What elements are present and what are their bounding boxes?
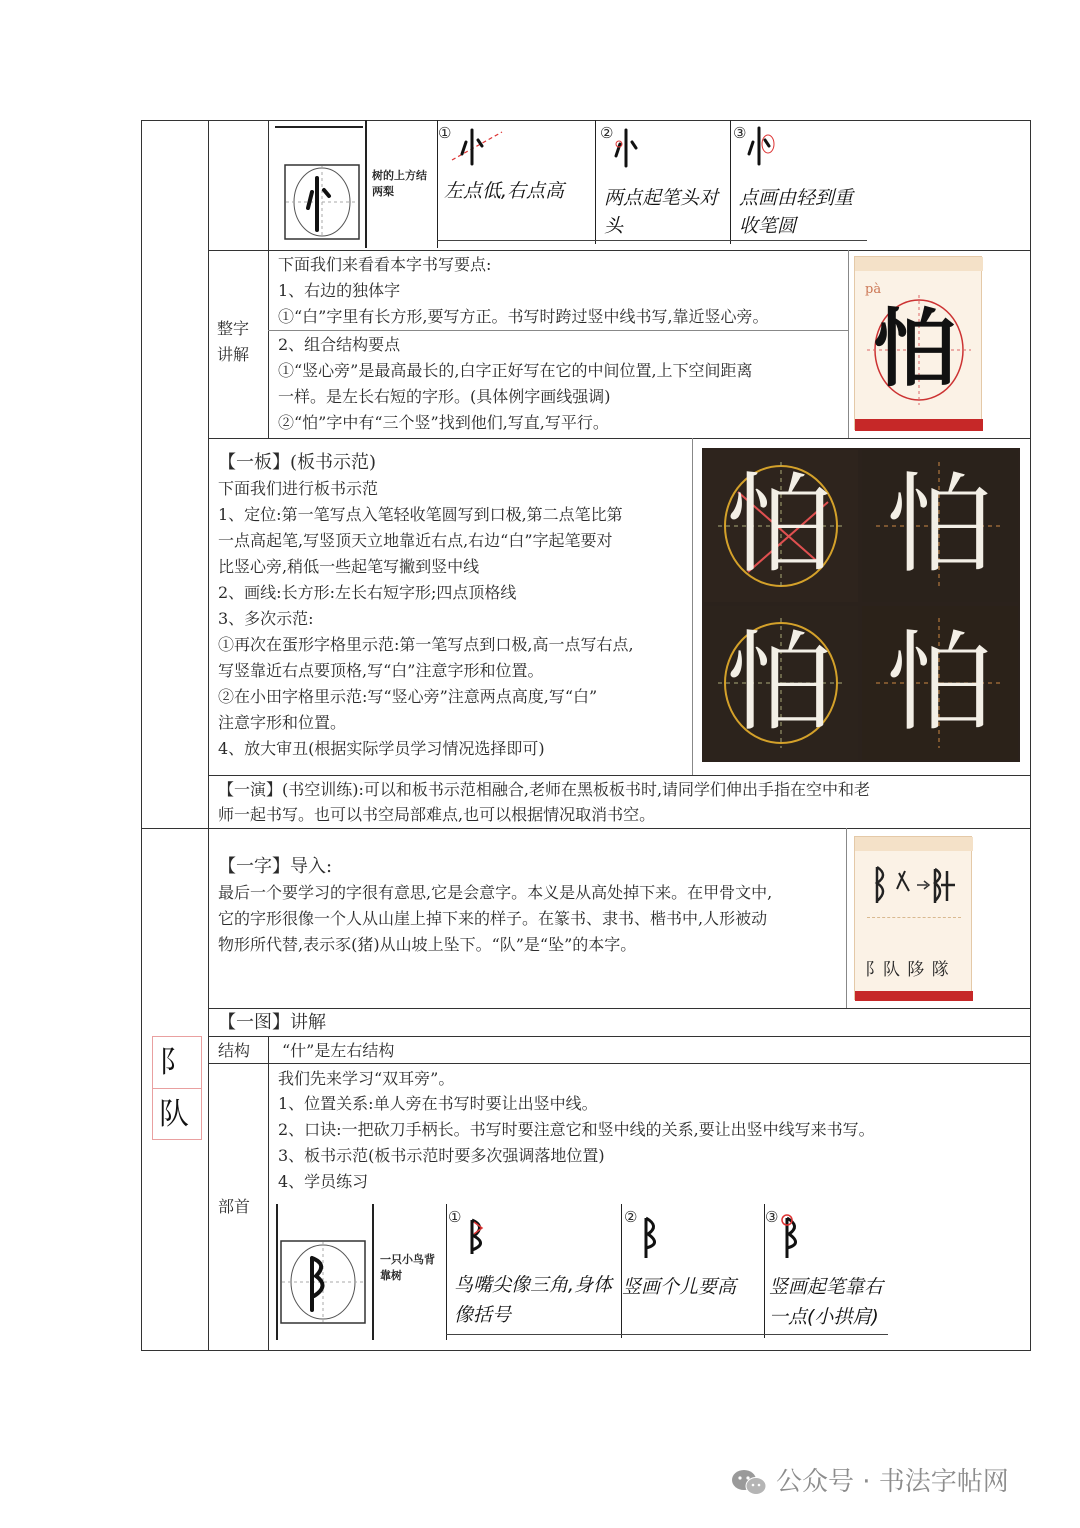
board-l3: 一点高起笔,写竖顶天立地靠近右点,右边“白”字起笔要对 bbox=[218, 531, 613, 550]
struct-label: 结构 bbox=[218, 1041, 251, 1060]
step-num: ① bbox=[448, 1208, 462, 1226]
stroke-demo-icon bbox=[775, 1214, 815, 1260]
word-l1: 最后一个要学习的字很有意思,它是会意字。本义是从高处掉下来。在甲骨文中, bbox=[218, 883, 773, 902]
board-photo-4 bbox=[862, 606, 1018, 760]
radical-r5: 4、学员练习 bbox=[278, 1172, 369, 1191]
whole-point1-title: 1、右边的独体字 bbox=[278, 281, 401, 300]
word-title: 【一字】导入: bbox=[218, 856, 333, 877]
radical-step-3 bbox=[765, 1204, 888, 1334]
step-note: 竖画个儿要高 bbox=[622, 1276, 737, 1298]
stroke-demo-icon bbox=[743, 124, 783, 168]
ancient-char-icon bbox=[869, 861, 959, 909]
step-num: ① bbox=[438, 124, 452, 142]
stroke-demo-icon bbox=[634, 1214, 674, 1260]
radical-step-2 bbox=[622, 1204, 764, 1334]
left-char-a: 阝 bbox=[159, 1045, 189, 1080]
stroke-step-3 bbox=[731, 120, 867, 240]
struct-text: “什”是左右结构 bbox=[282, 1041, 395, 1060]
bottom-stroke-strip bbox=[276, 1204, 888, 1340]
step-note: 鸟嘴尖像三角,身体像括号 bbox=[454, 1274, 613, 1326]
radical-r1: 我们先来学习“双耳旁”。 bbox=[278, 1069, 455, 1088]
radical-step-1 bbox=[448, 1204, 620, 1334]
board-l7: ①再次在蛋形字格里示范:第一笔写点到口极,高一点写右点, bbox=[218, 635, 634, 654]
board-photo-3 bbox=[704, 606, 858, 760]
step-num: ③ bbox=[733, 124, 747, 142]
board-photo-1 bbox=[704, 450, 858, 602]
left-char-b: 队 bbox=[159, 1097, 189, 1132]
card-chars: 阝队 陊 隊 bbox=[865, 960, 950, 980]
board-l2: 1、定位:第一笔写点入笔轻收笔圆写到口极,第二点笔比第 bbox=[218, 505, 623, 524]
step-num: ③ bbox=[765, 1208, 779, 1226]
whole-char-label: 整字讲解 bbox=[217, 319, 250, 364]
watermark-text: 公众号 · 书法字帖网 bbox=[776, 1467, 1009, 1497]
whole-intro: 下面我们来看看本字书写要点: bbox=[278, 255, 492, 274]
card-char: 怕 bbox=[873, 299, 958, 398]
stroke-step-2 bbox=[596, 120, 730, 240]
character-card bbox=[854, 256, 982, 430]
word-origin-card bbox=[854, 836, 972, 1000]
radical-label: 部首 bbox=[218, 1197, 251, 1216]
radical-r2: 1、位置关系:单人旁在书写时要让出竖中线。 bbox=[278, 1094, 598, 1113]
word-l3: 物形所代替,表示豕(猪)从山坡上坠下。“队”是“坠”的本字。 bbox=[218, 935, 637, 954]
word-l2: 它的字形很像一个人从山崖上掉下来的样子。在篆书、隶书、楷书中,人形被动 bbox=[218, 909, 768, 928]
wechat-icon bbox=[730, 1468, 768, 1498]
stroke-demo-icon bbox=[460, 1214, 500, 1258]
step-note: 竖画起笔靠右一点(小拱肩) bbox=[769, 1276, 884, 1328]
whole-point2-a2: 一样。是左长右短的字形。(具体例字画线强调) bbox=[278, 387, 611, 406]
ear-radical-grid-icon bbox=[280, 1240, 366, 1324]
radical-r4: 3、板书示范(板书示范时要多次强调落地位置) bbox=[278, 1146, 605, 1165]
board-l8: 写竖靠近右点要顶格,写“白”注意字形和位置。 bbox=[218, 661, 544, 680]
stroke-demo-icon bbox=[610, 126, 650, 170]
board-photo-char: 怕 bbox=[726, 463, 835, 588]
board-l9: ②在小田字格里示范:写“竖心旁”注意两点高度,写“白” bbox=[218, 687, 598, 706]
board-photo-char: 怕 bbox=[886, 621, 995, 746]
board-l4: 比竖心旁,稍低一些起笔写撇到竖中线 bbox=[218, 557, 480, 576]
board-l11: 4、放大审丑(根据实际学员学习情况选择即可) bbox=[218, 739, 545, 758]
step-num: ② bbox=[624, 1208, 638, 1226]
step-num: ② bbox=[600, 124, 614, 142]
board-photo-2 bbox=[862, 450, 1018, 602]
step-note: 点画由轻到重收笔圆 bbox=[739, 187, 854, 237]
whole-point1-a: ①“白”字里有长方形,要写方正。书写时跨过竖中线书写,靠近竖心旁。 bbox=[278, 307, 769, 326]
board-l10: 注意字形和位置。 bbox=[218, 713, 347, 732]
blackboard-photos bbox=[702, 448, 1020, 762]
demo-l1: 【一演】(书空训练):可以和板书示范相融合,老师在黑板板书时,请同学们伸出手指在空中和老 bbox=[218, 780, 871, 799]
radical-r3: 2、口诀:一把砍刀手柄长。书写时要注意它和竖中线的关系,要让出竖中线写来书写。 bbox=[278, 1120, 875, 1139]
card-pinyin: pà bbox=[865, 282, 882, 297]
figure-title: 【一图】讲解 bbox=[218, 1012, 326, 1033]
stroke-step-1 bbox=[438, 120, 594, 240]
whole-point2-title: 2、组合结构要点 bbox=[278, 335, 401, 354]
stroke-demo-icon bbox=[448, 124, 508, 168]
whole-point2-b: ②“怕”字中有“三个竖”找到他们,写直,写平行。 bbox=[278, 413, 609, 432]
board-l6: 3、多次示范: bbox=[218, 609, 314, 628]
top-label: 树的上方结两梨 bbox=[372, 169, 427, 198]
step-note: 左点低,右点高 bbox=[444, 180, 565, 202]
board-l1: 下面我们进行板书示范 bbox=[218, 479, 379, 498]
demo-l2: 师一起书写。也可以书空局部难点,也可以根据情况取消书空。 bbox=[218, 805, 656, 824]
top-stroke-strip bbox=[272, 120, 867, 248]
left-char-box bbox=[152, 1036, 202, 1140]
step-note: 两点起笔头对头 bbox=[604, 187, 719, 237]
board-photo-char: 怕 bbox=[726, 621, 835, 746]
bird-label: 一只小鸟背靠树 bbox=[380, 1253, 435, 1282]
board-l5: 2、画线:长方形:左长右短字形;四点顶格线 bbox=[218, 583, 517, 602]
heart-radical-grid-icon bbox=[284, 164, 360, 240]
whole-point2-a1: ①“竖心旁”是最高最长的,白字正好写在它的中间位置,上下空间距离 bbox=[278, 361, 753, 380]
board-title: 【一板】(板书示范) bbox=[218, 452, 377, 473]
board-photo-char: 怕 bbox=[886, 463, 995, 588]
